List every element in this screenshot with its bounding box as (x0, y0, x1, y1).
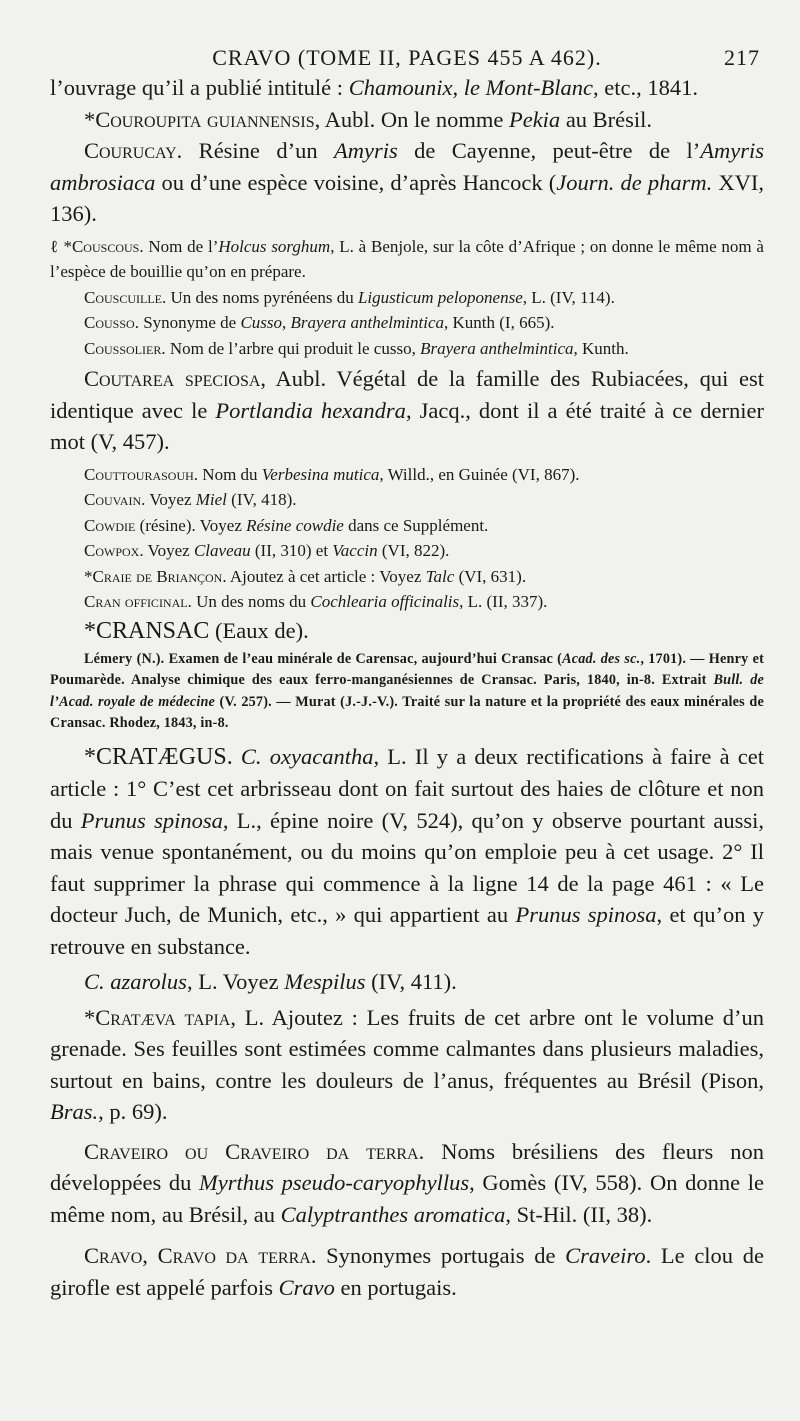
entry-couscous: ℓ *Couscous. Nom de l’Holcus sorghum, L. à Benjole, sur la côte d’Afrique ; on donne le même nom à l’espèce de bouillie qu’on en prépare. (50, 236, 764, 281)
entry-cransac: *CRANSAC (Eaux de). (84, 617, 309, 644)
entry-cran-officinal: Cran officinal. Un des noms du Cochlearia officinalis, L. (II, 337). (84, 592, 548, 611)
entry-coussolier: Coussolier. Nom de l’arbre qui produit le cusso, Brayera anthelmintica, Kunth. (84, 338, 629, 358)
entry-crataeva-tapia: *Cratæva tapia, L. Ajoutez : Les fruits de cet arbre ont le volume d’un grenade. Ses feuilles sont estimées comme calmantes dans plusieurs maladies, surtout en bains, contre les douleurs de l’anus, fréquentes au Brésil (Pison, Bras., p. 69). (50, 1004, 764, 1125)
entry-couvain: Couvain. Voyez Miel (IV, 418). (84, 490, 297, 509)
entry-courucay: Courucay. Résine d’un Amyris de Cayenne, peut-être de l’Amyris ambrosiaca ou d’une espèce voisine, d’après Hancock (Journ. de pharm. XVI, 136). (50, 138, 764, 226)
entry-couscuille: Couscuille. Un des noms pyrénéens du Ligusticum peloponense, L. (IV, 114). (84, 287, 615, 307)
entry-couttourasouh: Couttourasouh. Nom du Verbesina mutica, Willd., en Guinée (VI, 867). (84, 464, 580, 484)
entry-cowpox: Cowpox. Voyez Claveau (II, 310) et Vaccin (VI, 822). (84, 541, 450, 560)
entry-cravo: Cravo, Cravo da terra. Synonymes portugais de Craveiro. Le clou de girofle est appelé parfois Cravo en portugais. (50, 1243, 764, 1300)
running-header (50, 42, 764, 74)
entry-cransac-bibliography: Lémery (N.). Examen de l’eau minérale de Carensac, aujourd’hui Cransac (Acad. des sc., 1701). — Henry et Poumarède. Analyse chimique des eaux ferro-manganésiennes de Cransac. Paris, 1840, in-8. Extrait Bull. de l’Acad. royale de médecine (V. 257). — Murat (J.-J.-V.). Traité sur la nature et la propriété des eaux minérales de Cransac. Rhodez, 1843, in-8. (50, 651, 764, 732)
entry-crataegus: *CRATÆGUS. C. oxyacantha, L. Il y a deux rectifications à faire à cet article : 1° C’est cet arbrisseau dont on fait surtout des haies de clôture et non du Prunus spinosa, L., épine noire (V, 524), qu’on y observe pourtant aussi, mais venue spontanément, ou du moins qu’on emploie peu à cet usage. 2° Il faut supprimer la phrase qui commence à la ligne 14 de la page 461 : « Le docteur Juch, de Munich, etc., » qui appartient au Prunus spinosa, et qu’on y retrouve en substance. (50, 743, 765, 959)
page-number: 217 (724, 45, 760, 70)
entry-craie-de-briancon: *Craie de Briançon. Ajoutez à cet article : Voyez Talc (VI, 631). (84, 566, 527, 586)
entry-cowdie: Cowdie (résine). Voyez Résine cowdie dans ce Supplément. (84, 515, 489, 535)
entry-coutarea: Coutarea speciosa, Aubl. Végétal de la famille des Rubiacées, qui est identique avec le Portlandia hexandra, Jacq., dont il a été traité à ce dernier mot (V, 457). (50, 366, 764, 454)
running-title: CRAVO (TOME II, PAGES 455 A 462). (212, 45, 602, 70)
entry-couroupita: *Couroupita guiannensis, Aubl. On le nomme Pekia au Brésil. (84, 106, 653, 132)
entry-continuation: l’ouvrage qu’il a publié intitulé : Chamounix, le Mont-Blanc, etc., 1841. (50, 75, 699, 100)
entry-c-azarolus: C. azarolus, L. Voyez Mespilus (IV, 411). (84, 969, 457, 995)
entry-craveiro: Craveiro ou Craveiro da terra. Noms brésiliens des fleurs non développées du Myrthus pseudo-caryophyllus, Gomès (IV, 558). On donne le même nom, au Brésil, au Calyptranthes aromatica, St-Hil. (II, 38). (50, 1138, 764, 1227)
margin-mark: ℓ (50, 236, 64, 256)
entry-cousso: Cousso. Synonyme de Cusso, Brayera anthelmintica, Kunth (I, 665). (84, 313, 555, 332)
